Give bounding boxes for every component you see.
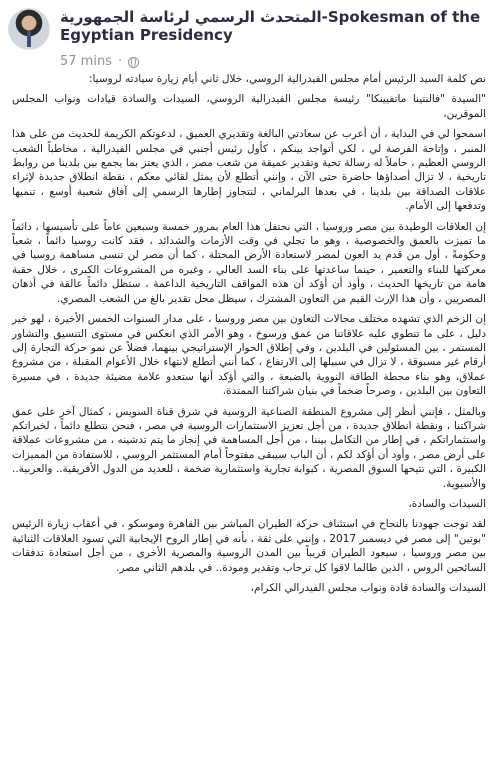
paragraph-3: إن الزخم الذي تشهده مختلف مجالات التعاون بين مصر وروسيا ، على مدار السنوات الخمس الأخيرة ، لهو خير دليل ، على ما تنطوي عليه علاقاتنا من عمق ورسوخ ، وهو الأمر الذي انعكس في مستوى التنسيق والتشاور المستمر ، بين المسئولين في البلدين ، وفي إطلاق الحوار الإستراتيجي بينهما، فضلاً عن نمو حركة التجارة إلى أرقام غير مسبوقة ، لا تزال في سبيلها إلى الارتفاع ، كما أنني أتطلع لانتهاء خلال الأعوام المقبلة ، من مشروع عملاق، وهو بناء محطة الطاقة النووية بالضبعة ، والتي أؤكد أنها ستعدو علامة مضيئة جديدة ، في مسيرة التعاون بين البلدين ، وصرحاً ضخماً في بنيان شراكتنا الممتدة. [12,313,486,398]
page-name-link[interactable]: المتحدث الرسمي لرئاسة الجمهورية-Spokesman of the Egyptian Presidency [60,8,481,44]
paragraph-intro: نص كلمة السيد الرئيس أمام مجلس الفيدرالية الروسي، خلال ثاني أيام زيارة سيادته لروسيا: [88,73,486,85]
post-header [8,8,490,68]
post-meta [60,54,139,70]
paragraph-ladies-gentlemen: السيدات والسادة، [408,497,486,510]
paragraph-closing-salutation: السيدات والسادة قادة ونواب مجلس الفيدرالي الكرام، [250,582,486,594]
avatar[interactable] [8,8,50,50]
meta-separator: · [117,54,123,69]
paragraph-4: وبالمثل ، فإنني أنظر إلى مشروع المنطقة الصناعية الروسية في شرق قناة السويس ، كمثال آخر على عمق شراكتنا ، ونقطة انطلاق جديدة ، من أجل تعزيز الاستثمارات الروسية في مصر ، فنحن نتطلع دائماً ، لخبراتكم واستثماراتكم ، في إطار من التكامل بيننا ، من أجل المساهمة في إنجاز ما يتم تدشينه ، من مشروعات عملاقة على أرض مصر ، وأود أن أؤكد لكم ، أن الباب سيبقى مفتوحاً أمام المستثمر الروسي ، للاستفادة من المميزات الكبيرة ، التي تتيحها السوق المصرية ، كبوابة تجارية واستثمارية ضخمة ، للعديد من الدول الأفريقية.. والعربية.. والأسيوية. [12,405,486,490]
post-body [12,72,486,778]
paragraph-salutation: "السيدة "فالنتينا ماتفيينكا" رئيسة مجلس الفيدرالية الروسي، السيدات والسادة قيادات ونواب المجلس الموقرين، [12,93,486,120]
avatar-tie [27,31,31,47]
paragraph-2: إن العلاقات الوطيدة بين مصر وروسيا ، التي نحتفل هذا العام بمرور خمسة وسبعين عاماً على تأسيسها ، دائماً ما تميزت بالعمق والخصوصية ، وهو ما تجلي في وقت الأزمات والشدائد ، فقد كانت روسيا دائماً ، شعباً وحكومةً ، أول من قدم يد العون لمصر لاستعادة الأرض المحتلة ، كما أن مصر لن تنسى مساهمة روسيا في معركتها للبناء والتعمير ، حينما ساعدتها على بناء السد العالي ، وغيره من المشروعات الكبرى ، خلال حقبة هامة من تاريخها الحديث ، وأود أن أؤكد أن هذه المواقف التاريخية الداعمة ، ستظل دائماً عالقة في أذهان المصريين ، وأن هذا الإرث القيم من التعاون المشترك ، سيظل محل تقدير بالغ من الشعب المصري. [12,220,486,305]
paragraph-1: اسمحوا لي في البداية ، أن أعرب عن سعادتي البالغة وتقديري العميق ، لدعوتكم الكريمة للحديث من على هذا المنبر ، وإتاحة الفرصة لي ، لكي أتواجد بينكم ، كأول رئيس أجنبي في مجلس الفيدرالية ، مخاطباً الشعب الروسي العظيم ، حاملاً له رسالة تحية وتقدير عميقة من شعب مصر ، الذي يعتز بما يجمع بين بلدينا من روابط تاريخية ، لا تزال أصداؤها حاضرة حتى الآن ، وإنني أتطلع لأن يمثل لقائي معكم ، نقطة انطلاق جديدة لإثراء علاقات الصداقة بين بلدينا ، في بعدها البرلماني ، لتتجاوز إطارها الرسمي إلى آفاق شعبية أوسع ، تنميها وتدفعها إلى الأمام. [12,128,486,213]
paragraph-5: لقد توجت جهودنا بالنجاح في استئناف حركة الطيران المباشر بين القاهرة وموسكو ، في أعقاب زيارة الرئيس "بوتين" إلى مصر في ديسمبر 2017 ، وإنني على ثقة ، بأنه في إطار الروح الإيجابية التي تسود العلاقات الثنائية بين مصر وروسيا ، سيعود الطيران قريباً بين المدن الروسية والمصرية الأخرى ، من أجل استعادة تدفقات السائحين الروس ، الذين طالما لاقوا كل ترحاب وتقدير ومودة.. في بلدهم الثاني مصر. [12,518,487,574]
post-timestamp[interactable]: 57 mins [60,54,112,69]
globe-icon[interactable] [128,57,139,68]
